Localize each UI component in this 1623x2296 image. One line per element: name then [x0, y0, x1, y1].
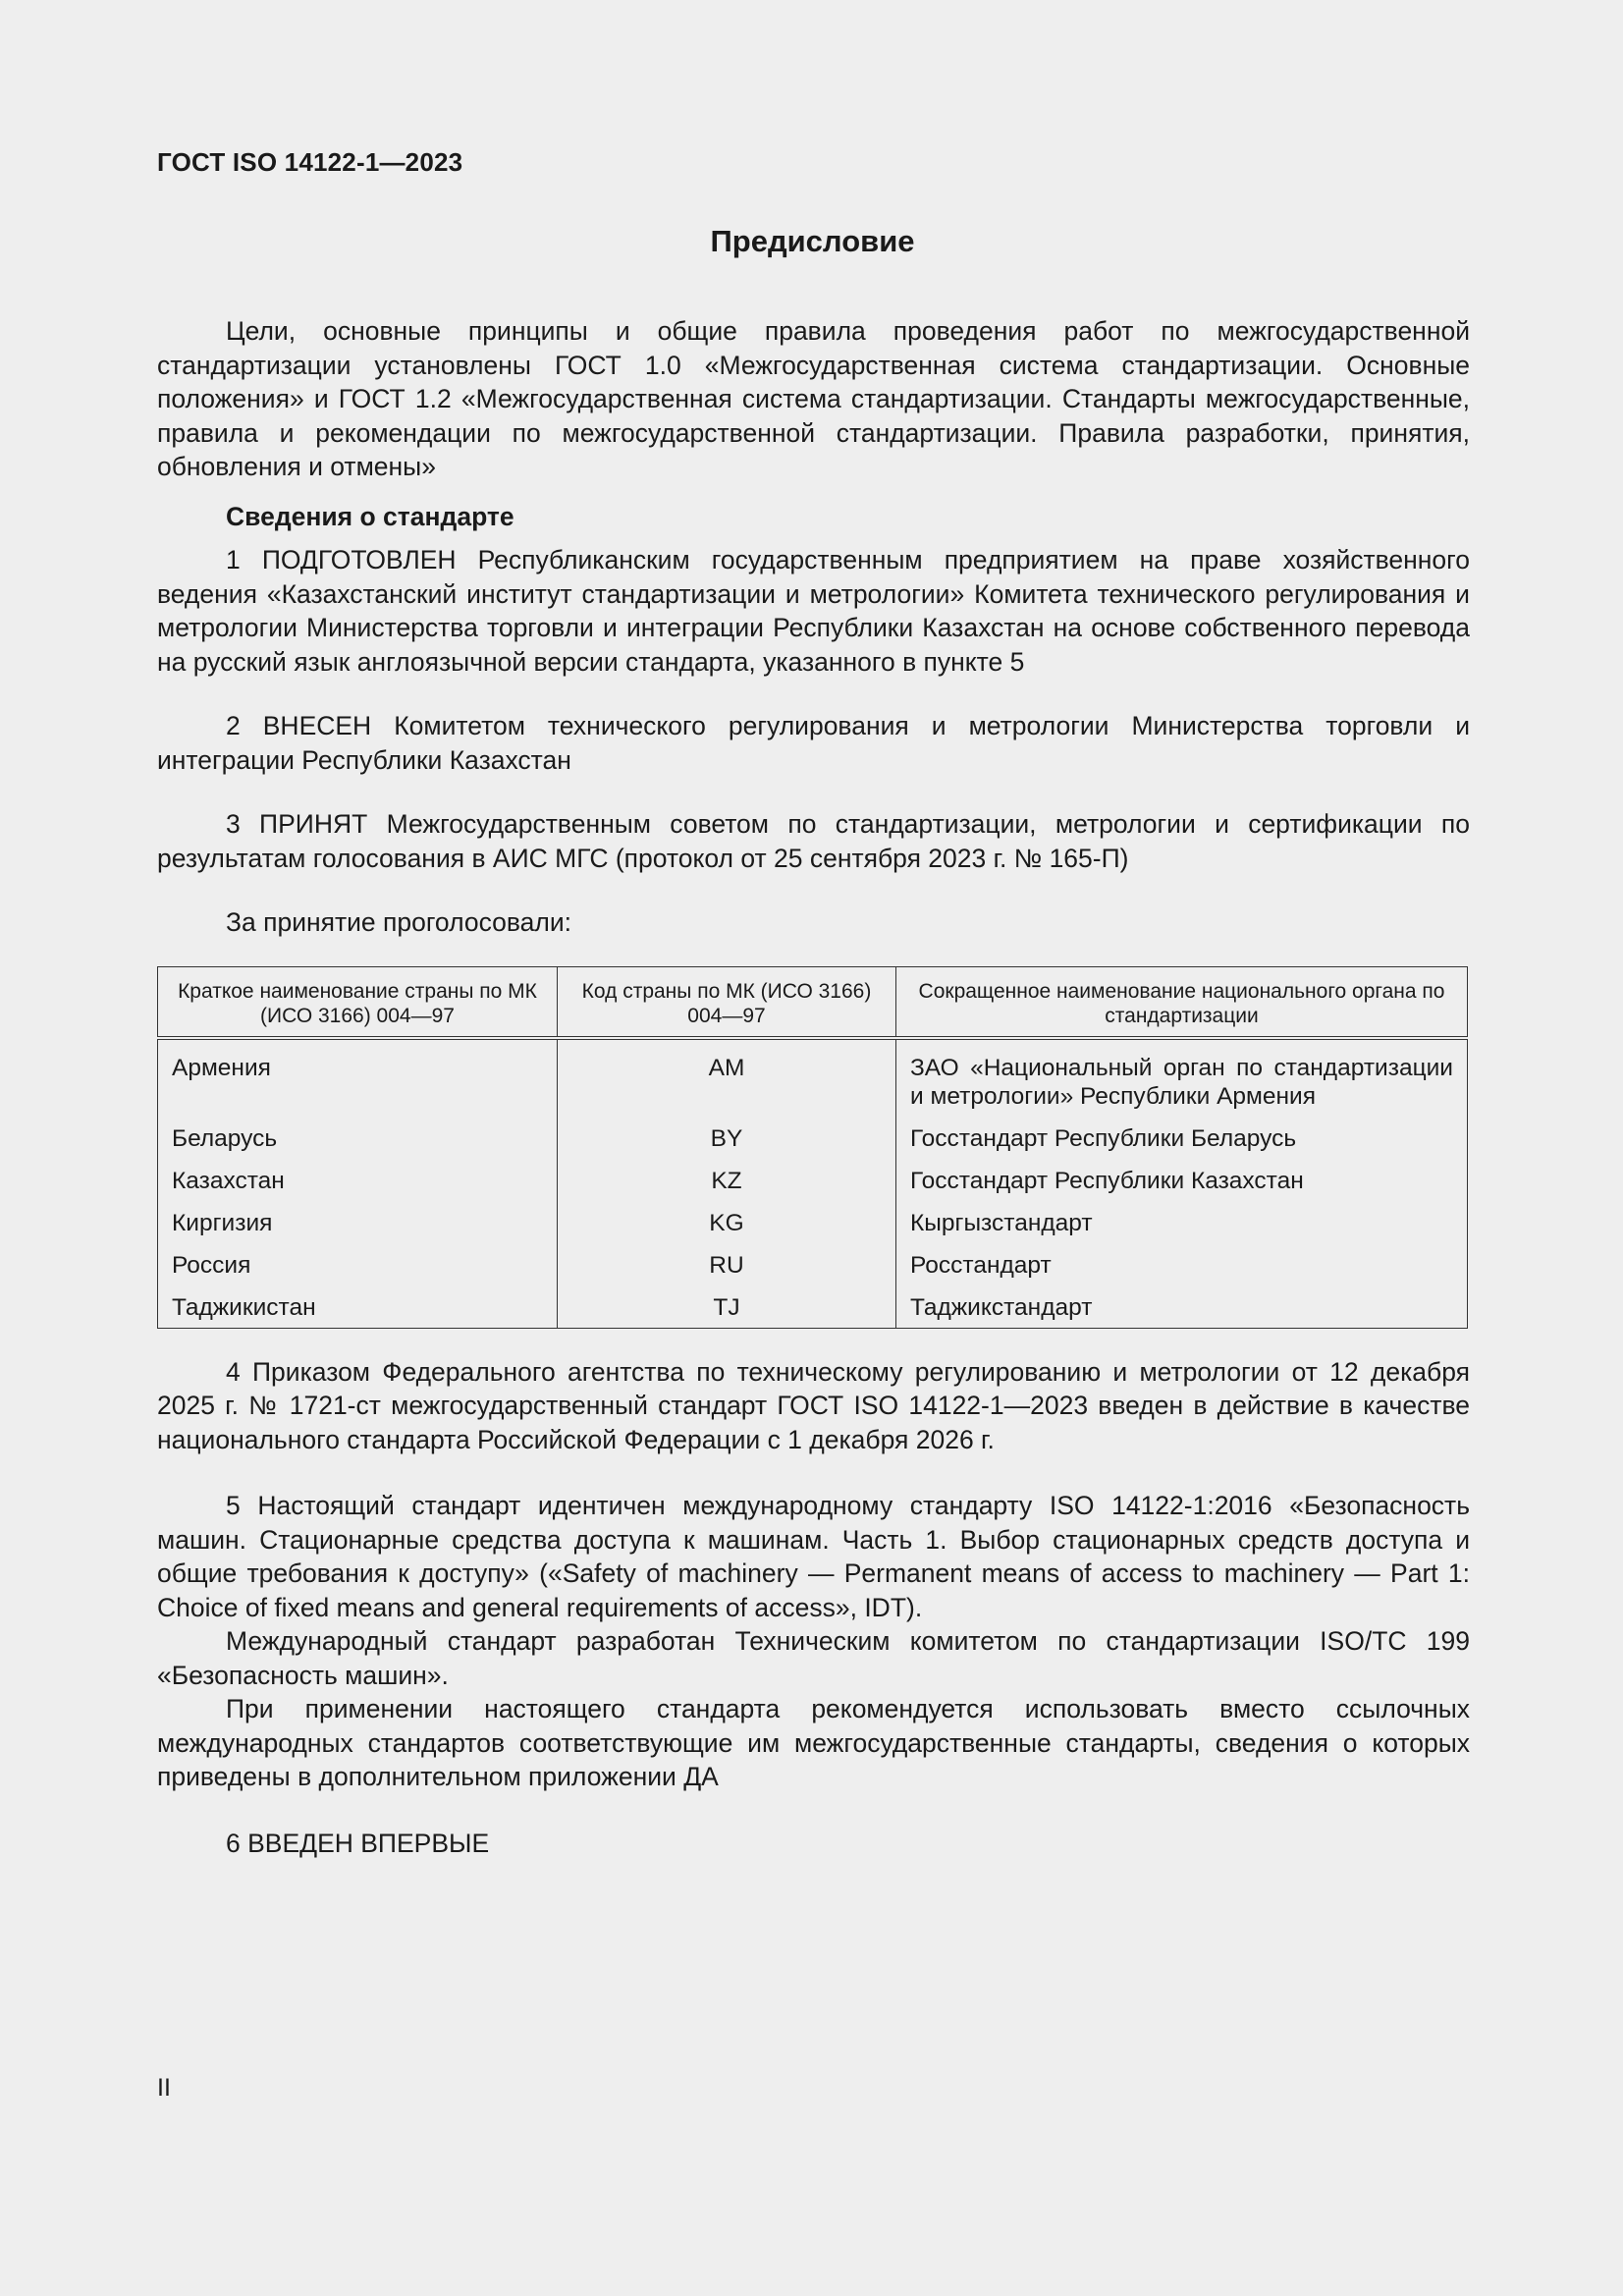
page-title: Предисловие [710, 224, 915, 258]
item-6-paragraph: 6 ВВЕДЕН ВПЕРВЫЕ [226, 1828, 490, 1858]
page-number: II [157, 2074, 171, 2102]
code-cell: TJ [558, 1288, 896, 1329]
code-cell: KG [558, 1204, 896, 1246]
item-5-developer-paragraph: Международный стандарт разработан Техническим комитетом по стандартизации ISO/TC 199 «Безопасность машин». [157, 1626, 1470, 1690]
country-cell: Таджикистан [158, 1288, 558, 1329]
country-cell: Беларусь [158, 1120, 558, 1162]
document-code: ГОСТ ISO 14122-1—2023 [157, 147, 463, 177]
country-cell: Казахстан [158, 1162, 558, 1204]
country-cell: Россия [158, 1246, 558, 1288]
code-cell: AM [558, 1038, 896, 1120]
voters-table [157, 966, 1468, 1329]
organization-cell: Таджикстандарт [896, 1288, 1468, 1329]
header-organization: Сокращенное наименование национального органа по стандартизации [896, 966, 1468, 1038]
code-cell: KZ [558, 1162, 896, 1204]
item-5-paragraph: 5 Настоящий стандарт идентичен международному стандарту ISO 14122-1:2016 «Безопасность машин. Стационарные средства доступа к машинам. Часть 1. Выбор стационарных средств доступа и общие требования к доступу» («Safety of machinery — Permanent means of access to machinery — Part 1: Choice of fixed means and general requirements of access», IDT). [157, 1491, 1470, 1622]
country-cell: Киргизия [158, 1204, 558, 1246]
organization-cell: ЗАО «Национальный орган по стандартизации и метрологии» Республики Армения [896, 1038, 1468, 1120]
table-row [158, 1246, 1468, 1288]
code-cell: BY [558, 1120, 896, 1162]
organization-cell: Госстандарт Республики Казахстан [896, 1162, 1468, 1204]
table-row [158, 1288, 1468, 1329]
table-row [158, 1162, 1468, 1204]
item-3-paragraph: 3 ПРИНЯТ Межгосударственным советом по стандартизации, метрологии и сертификации по результатам голосования в АИС МГС (протокол от 25 сентября 2023 г. № 165-П) [157, 809, 1470, 873]
table-header-row [158, 966, 1468, 1038]
organization-cell: Кыргызстандарт [896, 1204, 1468, 1246]
organization-cell: Росстандарт [896, 1246, 1468, 1288]
header-code: Код страны по МК (ИСО 3166) 004—97 [558, 966, 896, 1038]
info-heading: Сведения о стандарте [226, 501, 514, 531]
voted-label: За принятие проголосовали: [226, 907, 572, 937]
intro-paragraph: Цели, основные принципы и общие правила проведения работ по межгосударственной стандартизации установлены ГОСТ 1.0 «Межгосударственная система стандартизации. Основные положения» и ГОСТ 1.2 «Межгосударственная система стандартизации. Стандарты межгосударственные, правила и рекомендации по межгосударственной стандартизации. Правила разработки, принятия, обновления и отмены» [157, 316, 1470, 481]
foreword-body [157, 314, 1470, 1860]
item-1-paragraph: 1 ПОДГОТОВЛЕН Республиканским государственным предприятием на праве хозяйственного ведения «Казахстанский институт стандартизации и метрологии» Комитета технического регулирования и метрологии Министерства торговли и интеграции Республики Казахстан на основе собственного перевода на русский язык англоязычной версии стандарта, указанного в пункте 5 [157, 545, 1470, 677]
item-2-paragraph: 2 ВНЕСЕН Комитетом технического регулирования и метрологии Министерства торговли и интеграции Республики Казахстан [157, 711, 1470, 775]
item-5-reference-paragraph: При применении настоящего стандарта рекомендуется использовать вместо ссылочных международных стандартов соответствующие им межгосударственные стандарты, сведения о которых приведены в дополнительном приложении ДА [157, 1694, 1470, 1791]
table-row [158, 1120, 1468, 1162]
organization-cell: Госстандарт Республики Беларусь [896, 1120, 1468, 1162]
code-cell: RU [558, 1246, 896, 1288]
country-cell: Армения [158, 1038, 558, 1120]
table-row [158, 1204, 1468, 1246]
table-row [158, 1038, 1468, 1120]
item-4-paragraph: 4 Приказом Федерального агентства по техническому регулированию и метрологии от 12 декабря 2025 г. № 1721-ст межгосударственный стандарт ГОСТ ISO 14122-1—2023 введен в действие в качестве национального стандарта Российской Федерации с 1 декабря 2026 г. [157, 1356, 1470, 1454]
header-country: Краткое наименование страны по МК (ИСО 3166) 004—97 [158, 966, 558, 1038]
